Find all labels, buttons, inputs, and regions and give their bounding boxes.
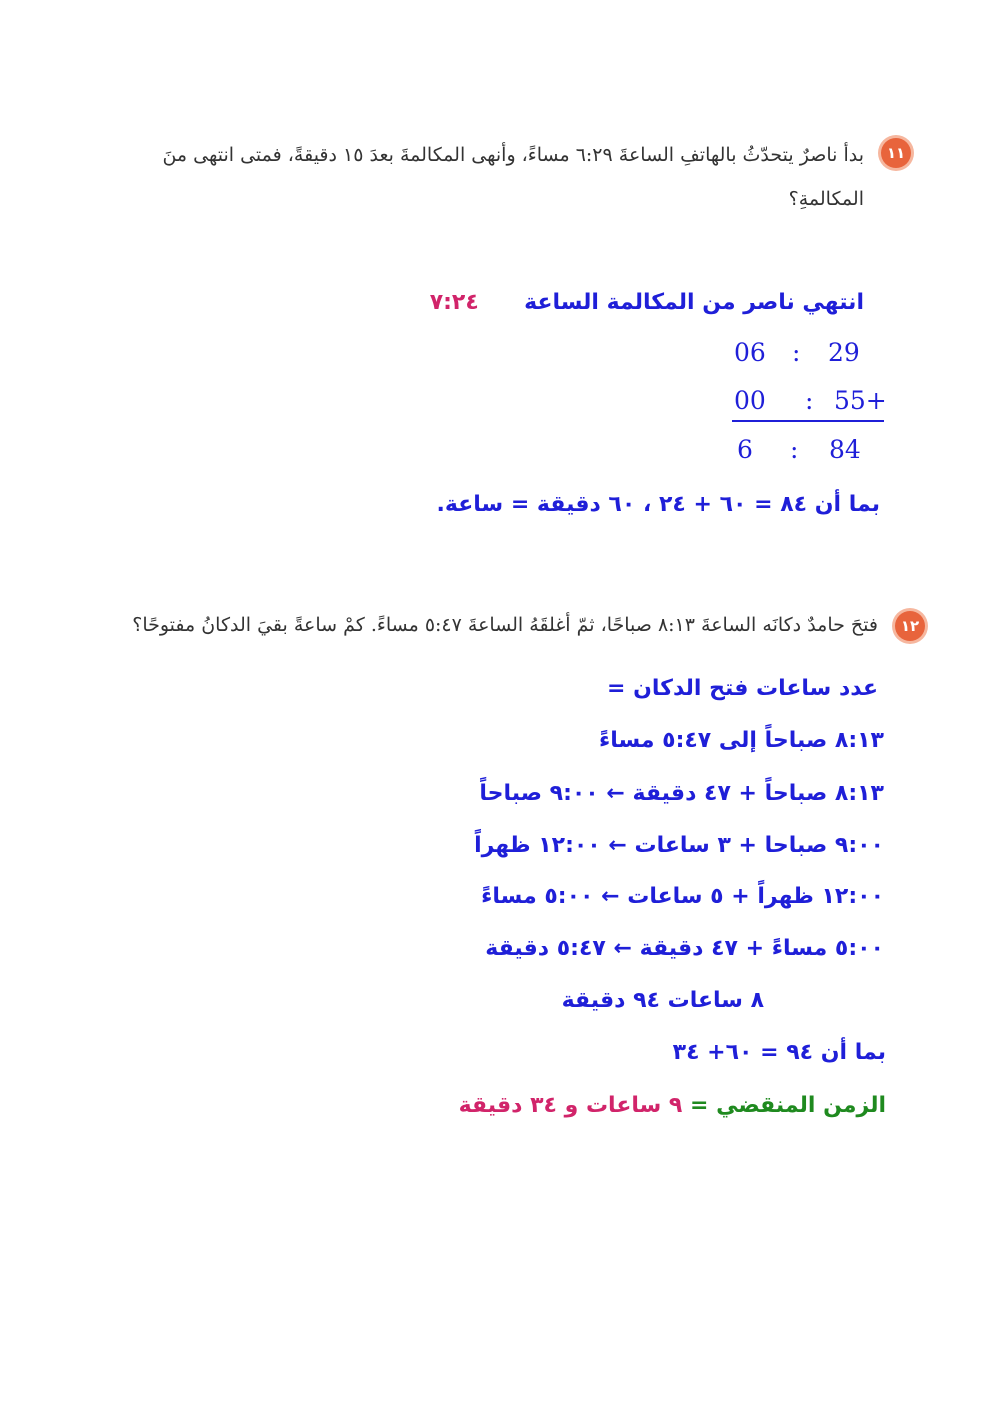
calc-row-3-right: 84 [829, 435, 861, 464]
answer-11-time: ٧:٢٤ [429, 290, 479, 315]
step-2: ٨:١٣ صباحاً إلى ٥:٤٧ مساءً [598, 728, 884, 753]
question-number: ١١ [886, 144, 906, 162]
question-number-badge [881, 138, 911, 168]
answer-11-text: انتهي ناصر من المكالمة الساعة [524, 290, 864, 315]
result-value: ٩ ساعات و ٣٤ دقيقة [458, 1093, 683, 1118]
question-11-line-1: بدأ ناصرٌ يتحدّثُ بالهاتفِ الساعةَ ٦:٢٩ مساءً، وأنهى المكالمةَ بعدَ ١٥ دقيقةً، فمتى انتهى منَ [162, 144, 864, 166]
answer-11-line [430, 290, 864, 315]
question-number-badge [895, 611, 925, 641]
result-line [459, 1093, 886, 1118]
calc-row-2-right: 55+ [834, 386, 887, 415]
step-4: ٩:٠٠ صباحا + ٣ ساعات ← ١٢:٠٠ ظهراً [474, 833, 884, 858]
calc-row-1-left: 06 [734, 338, 766, 367]
step-6: ٥:٠٠ مساءً + ٤٧ دقيقة ← ٥:٤٧ دقيقة [485, 936, 884, 961]
calc-row-1-sep: : [792, 338, 801, 367]
calc-divider-line [732, 420, 884, 422]
calc-row-1-right: 29 [828, 338, 860, 367]
step-1: عدد ساعات فتح الدكان = [607, 676, 878, 701]
result-equals: = [690, 1093, 709, 1118]
step-7: ٨ ساعات ٩٤ دقيقة [561, 988, 764, 1013]
question-11-line-2: المكالمةِ؟ [788, 188, 864, 210]
step-8: بما أن ٩٤ = ٦٠+ ٣٤ [672, 1040, 886, 1065]
calc-row-3-left: 6 [737, 435, 753, 464]
answer-11-explanation: بما أن ٨٤ = ٦٠ + ٢٤ ، ٦٠ دقيقة = ساعة. [436, 492, 880, 517]
step-3: ٨:١٣ صباحاً + ٤٧ دقيقة ← ٩:٠٠ صباحاً [479, 781, 884, 806]
calc-row-2-left: 00 [734, 386, 766, 415]
calc-row-2-sep: : [805, 386, 814, 415]
result-label: الزمن المنقضي [716, 1093, 886, 1118]
question-12-line-1: فتحَ حامدٌ دكانَه الساعةَ ٨:١٣ صباحًا، ثمّ أغلقَهُ الساعةَ ٥:٤٧ مساءً. كمْ ساعةً بقيَ الدكانُ مفتوحًا؟ [132, 614, 878, 636]
question-number: ١٢ [900, 617, 920, 635]
calc-row-3-sep: : [790, 435, 799, 464]
step-5: ١٢:٠٠ ظهراً + ٥ ساعات ← ٥:٠٠ مساءً [481, 884, 884, 909]
